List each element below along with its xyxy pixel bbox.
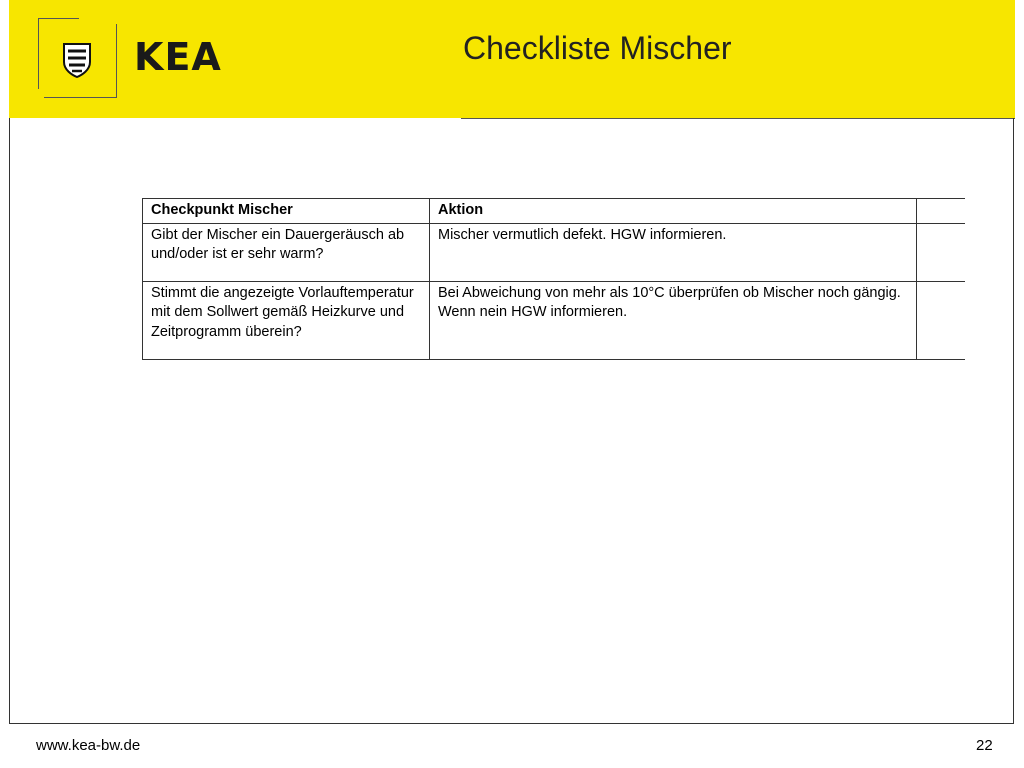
coat-of-arms-icon	[62, 42, 92, 78]
table-row	[143, 281, 966, 359]
column-header-extra	[917, 199, 966, 224]
checkpoint-cell: Stimmt die angezeigte Vorlauftemperatur mit dem Sollwert gemäß Heizkurve und Zeitprogramm überein?	[143, 281, 430, 359]
action-cell: Mischer vermutlich defekt. HGW informieren.	[430, 223, 917, 281]
logo-text: KEA	[134, 35, 222, 79]
checklist-table	[142, 198, 965, 360]
table-row	[143, 223, 966, 281]
checkpoint-cell: Gibt der Mischer ein Dauergeräusch ab und/oder ist er sehr warm?	[143, 223, 430, 281]
extra-cell	[917, 281, 966, 359]
page-number: 22	[976, 737, 993, 754]
table-header-row	[143, 199, 966, 224]
page-title: Checkliste Mischer	[463, 30, 732, 66]
footer-url-link[interactable]: www.kea-bw.de	[36, 737, 141, 754]
action-cell: Bei Abweichung von mehr als 10°C überprüfen ob Mischer noch gängig. Wenn nein HGW informieren.	[430, 281, 917, 359]
column-header-checkpoint: Checkpunkt Mischer	[143, 199, 430, 224]
column-header-action: Aktion	[430, 199, 917, 224]
extra-cell	[917, 223, 966, 281]
